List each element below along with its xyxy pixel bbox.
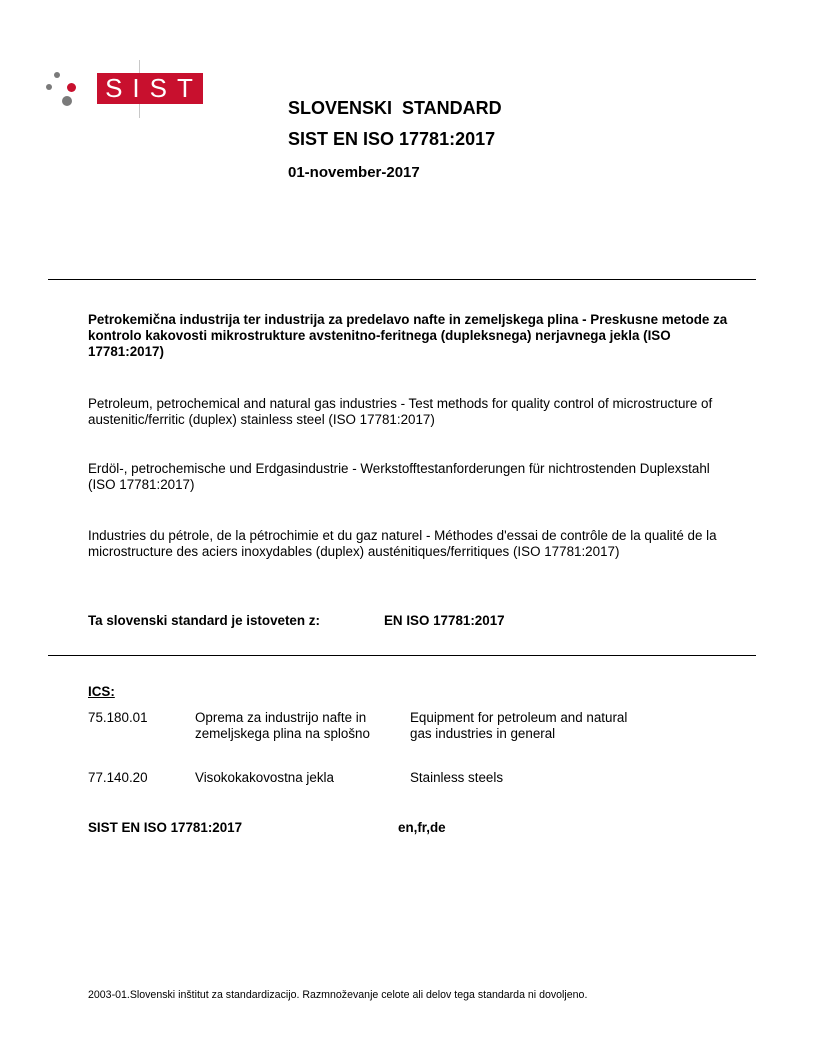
- ics-code: 77.140.20: [88, 770, 148, 785]
- ics-description-sl: Oprema za industrijo nafte in zemeljskega plina na splošno: [195, 710, 370, 741]
- footer-standard-number: SIST EN ISO 17781:2017: [88, 820, 243, 835]
- sist-logo-dots: [46, 66, 90, 110]
- equivalence-value: EN ISO 17781:2017: [384, 613, 505, 628]
- logo-dot-left: [46, 84, 52, 90]
- ics-label: ICS:: [88, 684, 115, 699]
- title-french: Industries du pétrole, de la pétrochimie et du gaz naturel - Méthodes d'essai de contrôle de la qualité de la microstructure des aciers inoxydables (duplex) austénitiques/ferritiques (ISO 17781:2017): [88, 528, 717, 559]
- title-german: Erdöl-, petrochemische und Erdgasindustrie - Werkstofftestanforderungen für nichtrostenden Duplexstahl (ISO 17781:2017): [88, 461, 710, 492]
- top-divider: [48, 279, 756, 280]
- equivalence-label: Ta slovenski standard je istoveten z:: [88, 613, 320, 628]
- bottom-divider: [48, 655, 756, 656]
- title-slovenian: Petrokemična industrija ter industrija za predelavo nafte in zemeljskega plina - Preskusne metode za kontrolo kakovosti mikrostrukture avstenitno-feritnega (dupleksnega) nerjavnega jekla (ISO 17781:2017): [88, 312, 728, 359]
- ics-description-sl: Visokokakovostna jekla: [195, 770, 334, 785]
- ics-code: 75.180.01: [88, 710, 148, 725]
- standard-date: 01-november-2017: [288, 164, 420, 181]
- copyright-notice: 2003-01.Slovenski inštitut za standardizacijo. Razmnoževanje celote ali delov tega standarda ni dovoljeno.: [88, 989, 588, 1001]
- footer-languages: en,fr,de: [398, 820, 446, 835]
- ics-description-en: Equipment for petroleum and natural gas industries in general: [410, 710, 628, 741]
- logo-dot-top: [54, 72, 60, 78]
- standard-number: SIST EN ISO 17781:2017: [288, 129, 496, 149]
- ics-description-en: Stainless steels: [410, 770, 504, 785]
- sist-logo: SIST: [97, 73, 203, 104]
- logo-dot-red: [67, 83, 76, 92]
- title-english: Petroleum, petrochemical and natural gas industries - Test methods for quality control of microstructure of austenitic/ferritic (duplex) stainless steel (ISO 17781:2017): [88, 396, 713, 427]
- standard-title: SLOVENSKI STANDARD: [288, 98, 502, 118]
- logo-dot-bottom: [62, 96, 72, 106]
